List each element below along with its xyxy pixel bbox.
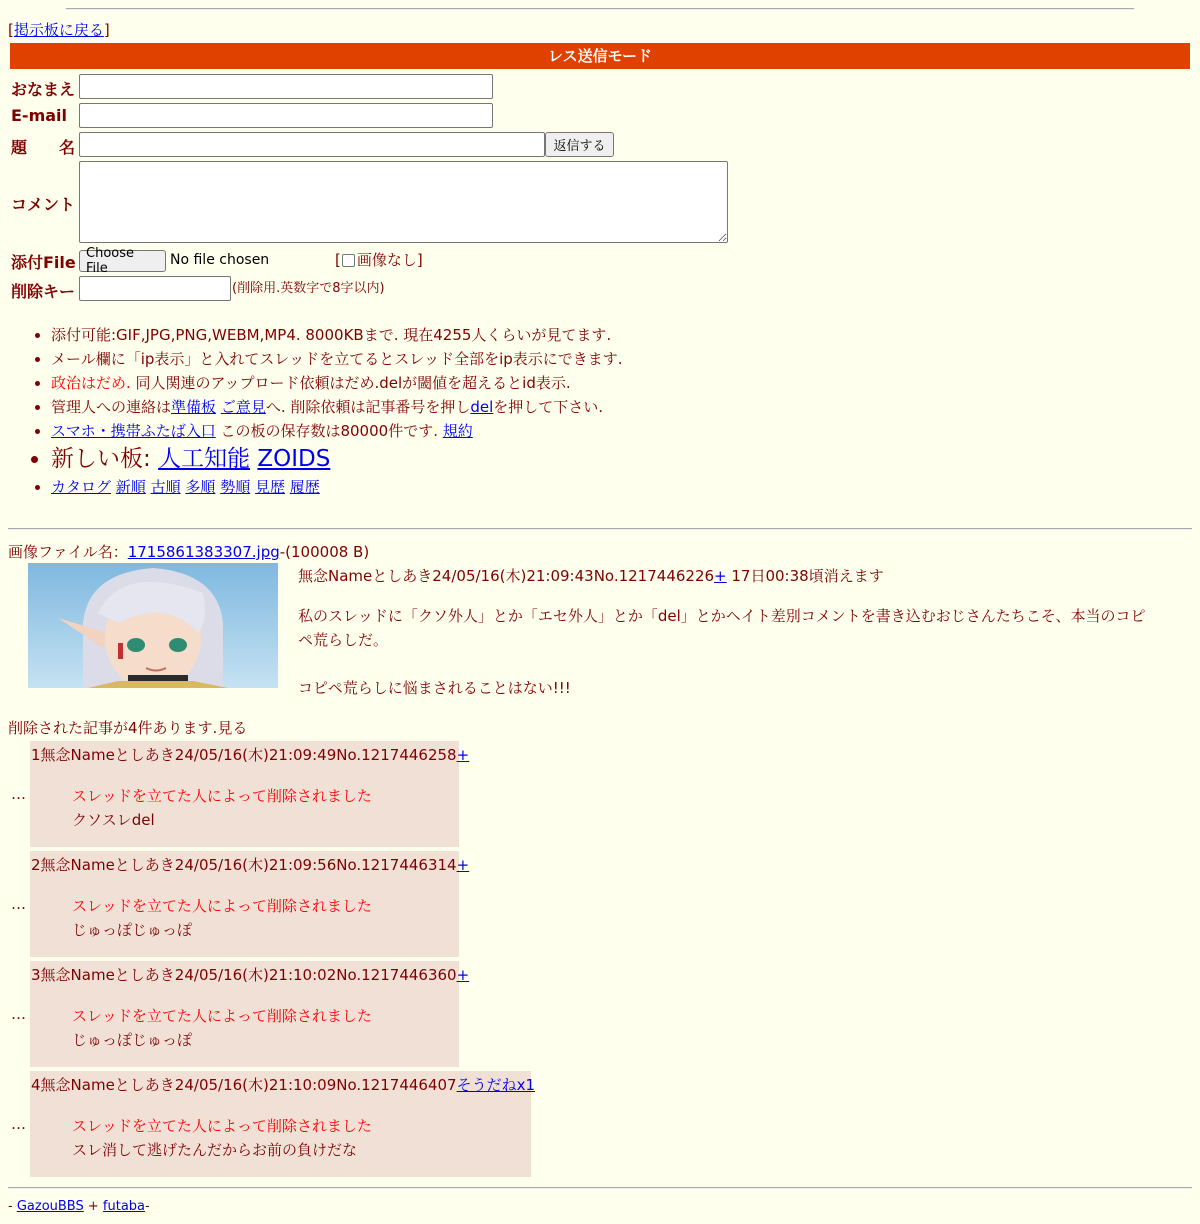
notes-item (51, 475, 623, 499)
comment-label: コメント (11, 195, 76, 214)
op-image-info (8, 541, 369, 563)
no-image-bracket: [ (335, 251, 341, 269)
sort-many-link[interactable]: 多順 (185, 478, 216, 496)
reply-header (31, 854, 470, 876)
back-bracket-open: [ (8, 21, 14, 39)
image-filesize: -(100008 B) (279, 543, 370, 561)
footer (8, 1197, 150, 1217)
sort-new-link[interactable]: 新順 (115, 478, 146, 496)
reply-post (30, 851, 470, 957)
reply-plus-link[interactable]: + (456, 966, 470, 984)
thread-divider (8, 528, 1192, 530)
view-history-link[interactable]: 見歴 (254, 478, 285, 496)
deleted-message: スレッドを立てた人によって削除されました (72, 787, 372, 805)
reply-text: じゅっぽじゅっぽ (72, 921, 193, 939)
reply-meta: 2無念Nameとしあき24/05/16(木)21:09:56No.1217446314 (31, 856, 457, 874)
terms-link[interactable]: 規約 (442, 422, 473, 440)
reply-header (31, 744, 470, 766)
name-input[interactable] (79, 74, 493, 99)
email-label: E-mail (11, 106, 68, 125)
delete-key-label: 削除キー (11, 282, 76, 301)
back-bracket-close: ] (103, 21, 110, 39)
prep-board-link[interactable]: 準備板 (171, 398, 217, 416)
reply-body (72, 894, 457, 942)
zoids-board-link[interactable]: ZOIDS (257, 446, 331, 472)
reply-mode-banner: レス送信モード (10, 43, 1190, 69)
no-politics-text: 政治はだめ. (51, 374, 131, 392)
deleted-message: スレッドを立てた人によって削除されました (72, 1007, 372, 1025)
reply-body (72, 1114, 529, 1162)
no-image-label: 画像なし] (356, 251, 423, 269)
notes-item (51, 443, 623, 475)
image-filename-link[interactable]: 1715861383307.jpg (127, 543, 280, 561)
op-expire-text: 17日00:38頃消えます (726, 567, 884, 585)
op-meta: 無念Nameとしあき24/05/16(木)21:09:43No.1217446226 (298, 567, 715, 585)
delete-key-input[interactable] (79, 276, 231, 301)
reply-post (30, 961, 470, 1067)
op-header (298, 565, 884, 587)
footer-divider (8, 1187, 1192, 1189)
reply-meta: 1無念Nameとしあき24/05/16(木)21:09:49No.1217446258 (31, 746, 457, 764)
subject-label: 題 名 (11, 138, 76, 157)
notes-item (51, 371, 623, 395)
reply-plus-link[interactable]: + (456, 856, 470, 874)
notes-item (51, 347, 623, 371)
reply-meta: 3無念Nameとしあき24/05/16(木)21:10:02No.1217446360 (31, 966, 457, 984)
deleted-message: スレッドを立てた人によって削除されました (72, 1117, 372, 1135)
comment-textarea[interactable] (79, 161, 728, 243)
notes-item (51, 419, 623, 443)
delete-key-note: (削除用.英数字で8字以内) (232, 281, 385, 296)
top-divider (66, 8, 1134, 10)
feedback-link[interactable]: ご意見 (220, 398, 266, 416)
delete-request-text: へ. 削除依頼は記事番号を押し (265, 398, 471, 416)
new-boards-label: 新しい板: (51, 446, 159, 472)
reply-meta: 4無念Nameとしあき24/05/16(木)21:10:09No.1217446407 (31, 1076, 457, 1094)
futaba-link[interactable]: futaba (102, 1199, 146, 1214)
storage-info-text: この板の保存数は80000件です. (215, 422, 443, 440)
reply-marker: … (11, 895, 26, 913)
board-notes (0, 323, 623, 499)
contact-text: 管理人への連絡は (51, 398, 172, 416)
reply-post (30, 741, 470, 847)
footer-separator: + (83, 1199, 103, 1214)
ai-board-link[interactable]: 人工知能 (158, 446, 251, 472)
back-to-board-link[interactable]: 掲示板に戻る (13, 21, 104, 39)
reply-marker: … (11, 1115, 26, 1133)
deleted-posts-notice[interactable]: 削除された記事が4件あります.見る (8, 719, 248, 737)
no-image-checkbox[interactable] (342, 254, 355, 267)
sort-old-link[interactable]: 古順 (150, 478, 181, 496)
mobile-entrance-link[interactable]: スマホ・携帯ふたば入口 (51, 422, 216, 440)
reply-text: スレ消して逃げたんだからお前の負けだな (72, 1141, 358, 1159)
no-image-option (335, 249, 423, 271)
reply-header (31, 964, 470, 986)
anime-character-illustration (28, 563, 278, 688)
file-label: 添付File (11, 253, 76, 272)
ip-display-info-text: メール欄に「ip表示」と入れてスレッドを立てるとスレッド全部をip表示にできます. (51, 350, 623, 368)
del-link[interactable]: del (470, 398, 494, 416)
notes-item (51, 323, 623, 347)
no-file-chosen-text: No file chosen (170, 252, 270, 268)
deleted-message: スレッドを立てた人によって削除されました (72, 897, 372, 915)
reply-marker: … (11, 785, 26, 803)
notes-item (51, 395, 623, 419)
subject-input[interactable] (79, 132, 545, 157)
reply-header (31, 1074, 535, 1096)
name-label: おなまえ (11, 80, 76, 99)
post-history-link[interactable]: 履歴 (289, 478, 320, 496)
gazoubbs-link[interactable]: GazouBBS (16, 1199, 84, 1214)
reply-text: じゅっぽじゅっぽ (72, 1031, 193, 1049)
rules-text: 同人関連のアップロード依頼はだめ.delが閾値を超えるとid表示. (130, 374, 571, 392)
reply-text: クソスレdel (72, 811, 155, 829)
reply-plus-link[interactable]: + (456, 746, 470, 764)
footer-suffix: - (145, 1199, 150, 1214)
sort-momentum-link[interactable]: 勢順 (220, 478, 251, 496)
upload-info-text: 添付可能:GIF,JPG,PNG,WEBM,MP4. 8000KBまで. 現在4255人くらいが見てます. (51, 326, 612, 344)
email-input[interactable] (79, 103, 493, 128)
back-nav (8, 20, 110, 40)
reply-post (30, 1071, 535, 1177)
catalog-link[interactable]: カタログ (51, 478, 112, 496)
choose-file-button[interactable]: Choose File (79, 250, 166, 272)
reply-marker: … (11, 1005, 26, 1023)
op-thumbnail-image[interactable] (28, 563, 278, 688)
reply-body (72, 1004, 457, 1052)
op-comment-body: 私のスレッドに「クソ外人」とか「エセ外人」とか「del」とかヘイト差別コメントを書き込むおじさんたちこそ、本当のコピペ荒らしだ。 コピペ荒らしに悩まされることはない!!! (298, 607, 1146, 697)
reply-body (72, 784, 457, 832)
delete-request-text-end: を押して下さい. (493, 398, 604, 416)
sodane-link[interactable]: そうだねx1 (456, 1076, 535, 1094)
footer-prefix: - (8, 1199, 17, 1214)
image-filename-label: 画像ファイル名： (8, 543, 128, 561)
op-plus-link[interactable]: + (714, 567, 727, 585)
submit-reply-button[interactable]: 返信する (545, 132, 614, 157)
